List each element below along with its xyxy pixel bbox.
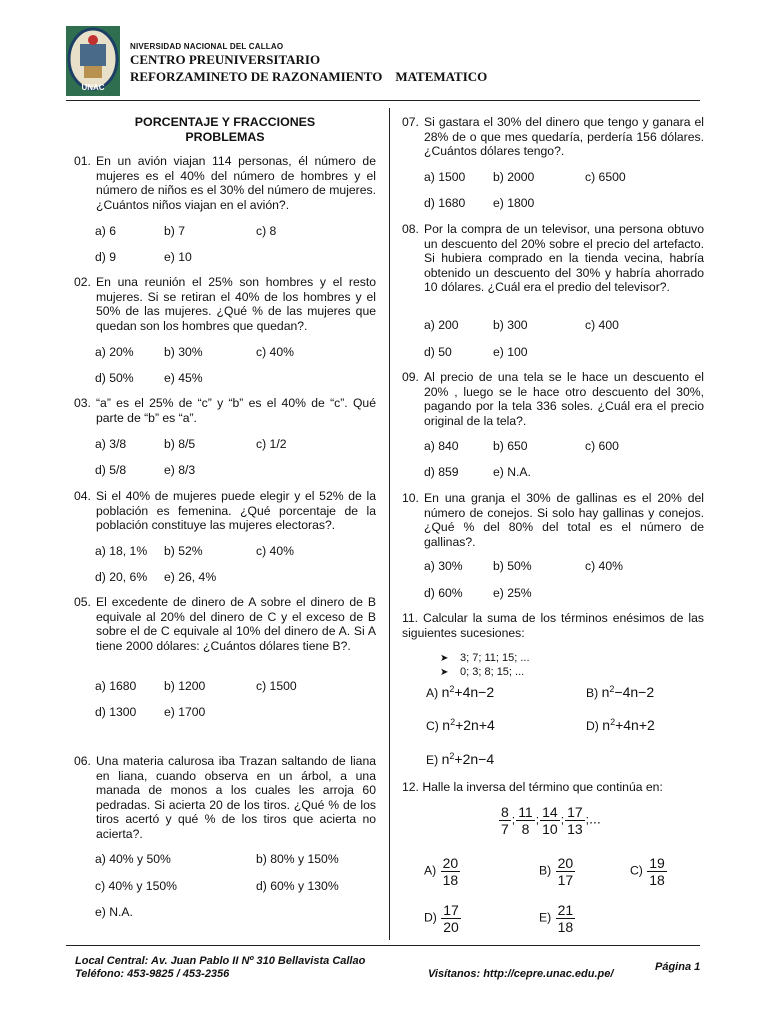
q03-option-c: c) 1/2	[256, 437, 287, 451]
q06-option-d: d) 60% y 130%	[256, 879, 339, 893]
q08-option-d: d) 50	[424, 345, 452, 359]
q02-option-c: c) 40%	[256, 345, 294, 359]
course-name: REFORZAMINETO DE RAZONAMIENTO MATEMATICO	[130, 69, 488, 84]
q11-option-a: A) $n^2+4n-2$	[426, 684, 495, 701]
footer-website-link[interactable]: Visítanos: http://cepre.unac.edu.pe/	[428, 968, 614, 980]
q02-option-d: d) 50%	[95, 371, 134, 385]
q04-option-c: c) 40%	[256, 544, 294, 558]
question-05: 05. El excedente de dinero de A sobre el dinero de B equivale al 20% del dinero de C y el exceso de B sobre el de C equivale al 10% del dinero de A. Si A tiene 2000 dólares: ¿Cuántos dólares tiene B?.	[74, 595, 376, 653]
q05-option-b: b) 1200	[164, 679, 206, 693]
question-04: 04. Si el 40% de mujeres puede elegir y el 52% de la población es femenina. ¿Qué porcentaje de la población constituye las mujeres electoras?.	[74, 489, 376, 533]
q09-option-b: b) 650	[493, 439, 528, 453]
center-name: CENTRO PREUNIVERSITARIO	[130, 52, 321, 67]
q09-option-e: e) N.A.	[493, 465, 531, 479]
column-divider	[389, 108, 390, 940]
q07-option-b: b) 2000	[493, 170, 535, 184]
q12-option-c: C) $\frac{19}{18}$	[630, 855, 665, 888]
q03-option-a: a) 3/8	[95, 437, 127, 451]
q11-option-d: D) $n^2+4n+2$	[586, 717, 655, 734]
question-06: 06. Una materia calurosa iba Trazan saltando de liana en liana, cuando observa en un árbol, a una manada de monos a los cuales les arroja 60 pedradas. Si acierta 20 de los tiros. ¿Qué % de los tiros acertó y qué % de los tiros que acierta no acierta?.	[74, 754, 376, 841]
q12-option-b: B) $\frac{20}{17}$	[539, 855, 574, 888]
q12-option-d: D) $\frac{17}{20}$	[424, 902, 459, 935]
page-header	[66, 26, 706, 98]
q01-option-a: a) 6	[95, 224, 117, 238]
q10-option-e: e) 25%	[493, 586, 532, 600]
q11-option-c: C) $n^2+2n+4$	[426, 717, 495, 734]
arrow-bullet-icon: ➤	[440, 653, 449, 664]
question-02: 02. En una reunión el 25% son hombres y el resto mujeres. Si se retiran el 40% de los hombres y el 50% de las mujeres. ¿Qué % de las mujeres que quedan son los hombres que quedan?.	[74, 275, 376, 333]
q06-option-b: b) 80% y 150%	[256, 852, 339, 866]
q11-sequence-2: ➤ 0; 3; 8; 15; ...	[440, 666, 525, 678]
q04-option-a: a) 18, 1%	[95, 544, 148, 558]
question-11: 11. Calcular la suma de los términos enésimos de las siguientes sucesiones:	[402, 611, 704, 640]
q02-option-e: e) 45%	[164, 371, 203, 385]
q11-option-b: B) $n^2-4n-2$	[586, 684, 655, 701]
q12-option-a: A) $\frac{20}{18}$	[424, 855, 459, 888]
question-07: 07. Si gastara el 30% del dinero que tengo y ganara el 28% de o que mes quedaría, perdería 156 dólares. ¿Cuántos dólares tengo?.	[402, 115, 704, 159]
q10-option-b: b) 50%	[493, 559, 532, 573]
question-08: 08. Por la compra de un televisor, una persona obtuvo un descuento del 20% sobre el precio del artefacto. Si hubiera comprado en la tienda vecina, habría obtenido un descuento del 30% y habría ahorrado 10 dólares. ¿Cuál era el predio del televisor?.	[402, 222, 704, 295]
q09-option-a: a) 840	[424, 439, 459, 453]
fraction: $\frac{8}{7}$	[501, 804, 509, 837]
q11-option-e: E) $n^2+2n-4$	[426, 751, 495, 768]
footer-phone: Teléfono: 453-9825 / 453-2356	[75, 968, 230, 980]
arrow-bullet-icon: ➤	[440, 667, 449, 678]
footer-address: Local Central: Av. Juan Pablo II Nº 310 Bellavista Callao	[75, 955, 366, 967]
university-name: NIVERSIDAD NACIONAL DEL CALLAO	[130, 42, 284, 51]
q11-sequence-1: ➤ 3; 7; 11; 15; ...	[440, 652, 530, 664]
header-rule	[66, 100, 700, 101]
worksheet-title: PORCENTAJE Y FRACCIONES PROBLEMAS	[134, 115, 316, 144]
q10-option-c: c) 40%	[585, 559, 623, 573]
question-01: 01. En un avión viajan 114 personas, él número de mujeres es el 40% del número de hombres y el número de niños es el 30% del número de mujeres. ¿Cuántos niños viajan en el avión?.	[74, 154, 376, 212]
q10-option-a: a) 30%	[424, 559, 463, 573]
q06-option-a: a) 40% y 50%	[95, 852, 171, 866]
q07-option-c: c) 6500	[585, 170, 626, 184]
q06-option-e: e) N.A.	[95, 905, 133, 919]
q04-option-b: b) 52%	[164, 544, 203, 558]
fraction: $\frac{17}{13}$	[567, 804, 583, 837]
svg-text:UNAC: UNAC	[81, 83, 105, 92]
q03-option-e: e) 8/3	[164, 463, 196, 477]
q04-option-e: e) 26, 4%	[164, 570, 217, 584]
q05-option-c: c) 1500	[256, 679, 297, 693]
q10-option-d: d) 60%	[424, 586, 463, 600]
q03-option-d: d) 5/8	[95, 463, 127, 477]
question-03: 03. “a” es el 25% de “c” y “b” es el 40% de “c”. Qué parte de “b” es “a”.	[74, 396, 376, 425]
question-09: 09. Al precio de una tela se le hace un descuento el 20% , luego se le hace otro descuento del 30%, pagando por la tela 336 soles. ¿Cuál era el precio original de la tela?.	[402, 370, 704, 428]
q09-option-d: d) 859	[424, 465, 459, 479]
question-12: 12. Halle la inversa del término que continúa en:	[402, 780, 663, 794]
fraction: $\frac{14}{10}$	[542, 804, 558, 837]
q01-option-e: e) 10	[164, 250, 192, 264]
university-logo	[66, 26, 120, 96]
q12-sequence: $\frac{8}{7}$ ; $\frac{11}{8}$ ; $\frac{14}{10}$ ; $\frac{17}{13}$ ;...	[501, 804, 601, 837]
q02-option-a: a) 20%	[95, 345, 134, 359]
fraction: $\frac{11}{8}$	[518, 804, 533, 837]
q01-option-d: d) 9	[95, 250, 117, 264]
footer-rule	[66, 945, 700, 946]
q05-option-e: e) 1700	[164, 705, 206, 719]
q07-option-d: d) 1680	[424, 196, 466, 210]
q08-option-e: e) 100	[493, 345, 528, 359]
q02-option-b: b) 30%	[164, 345, 203, 359]
q04-option-d: d) 20, 6%	[95, 570, 148, 584]
q05-option-a: a) 1680	[95, 679, 137, 693]
q09-option-c: c) 600	[585, 439, 619, 453]
question-10: 10. En una granja el 30% de gallinas es el 20% del número de conejos. Si solo hay gallinas y conejos. ¿Qué % del 80% del total es el número de gallinas?.	[402, 491, 704, 549]
q03-option-b: b) 8/5	[164, 437, 196, 451]
footer-contact	[75, 955, 365, 981]
q08-option-a: a) 200	[424, 318, 459, 332]
q08-option-c: c) 400	[585, 318, 619, 332]
page-number: Página 1	[655, 961, 701, 973]
q07-option-a: a) 1500	[424, 170, 466, 184]
q01-option-c: c) 8	[256, 224, 277, 238]
q12-option-e: E) $\frac{21}{18}$	[539, 902, 574, 935]
q06-option-c: c) 40% y 150%	[95, 879, 177, 893]
q01-option-b: b) 7	[164, 224, 186, 238]
q08-option-b: b) 300	[493, 318, 528, 332]
q07-option-e: e) 1800	[493, 196, 535, 210]
q05-option-d: d) 1300	[95, 705, 137, 719]
